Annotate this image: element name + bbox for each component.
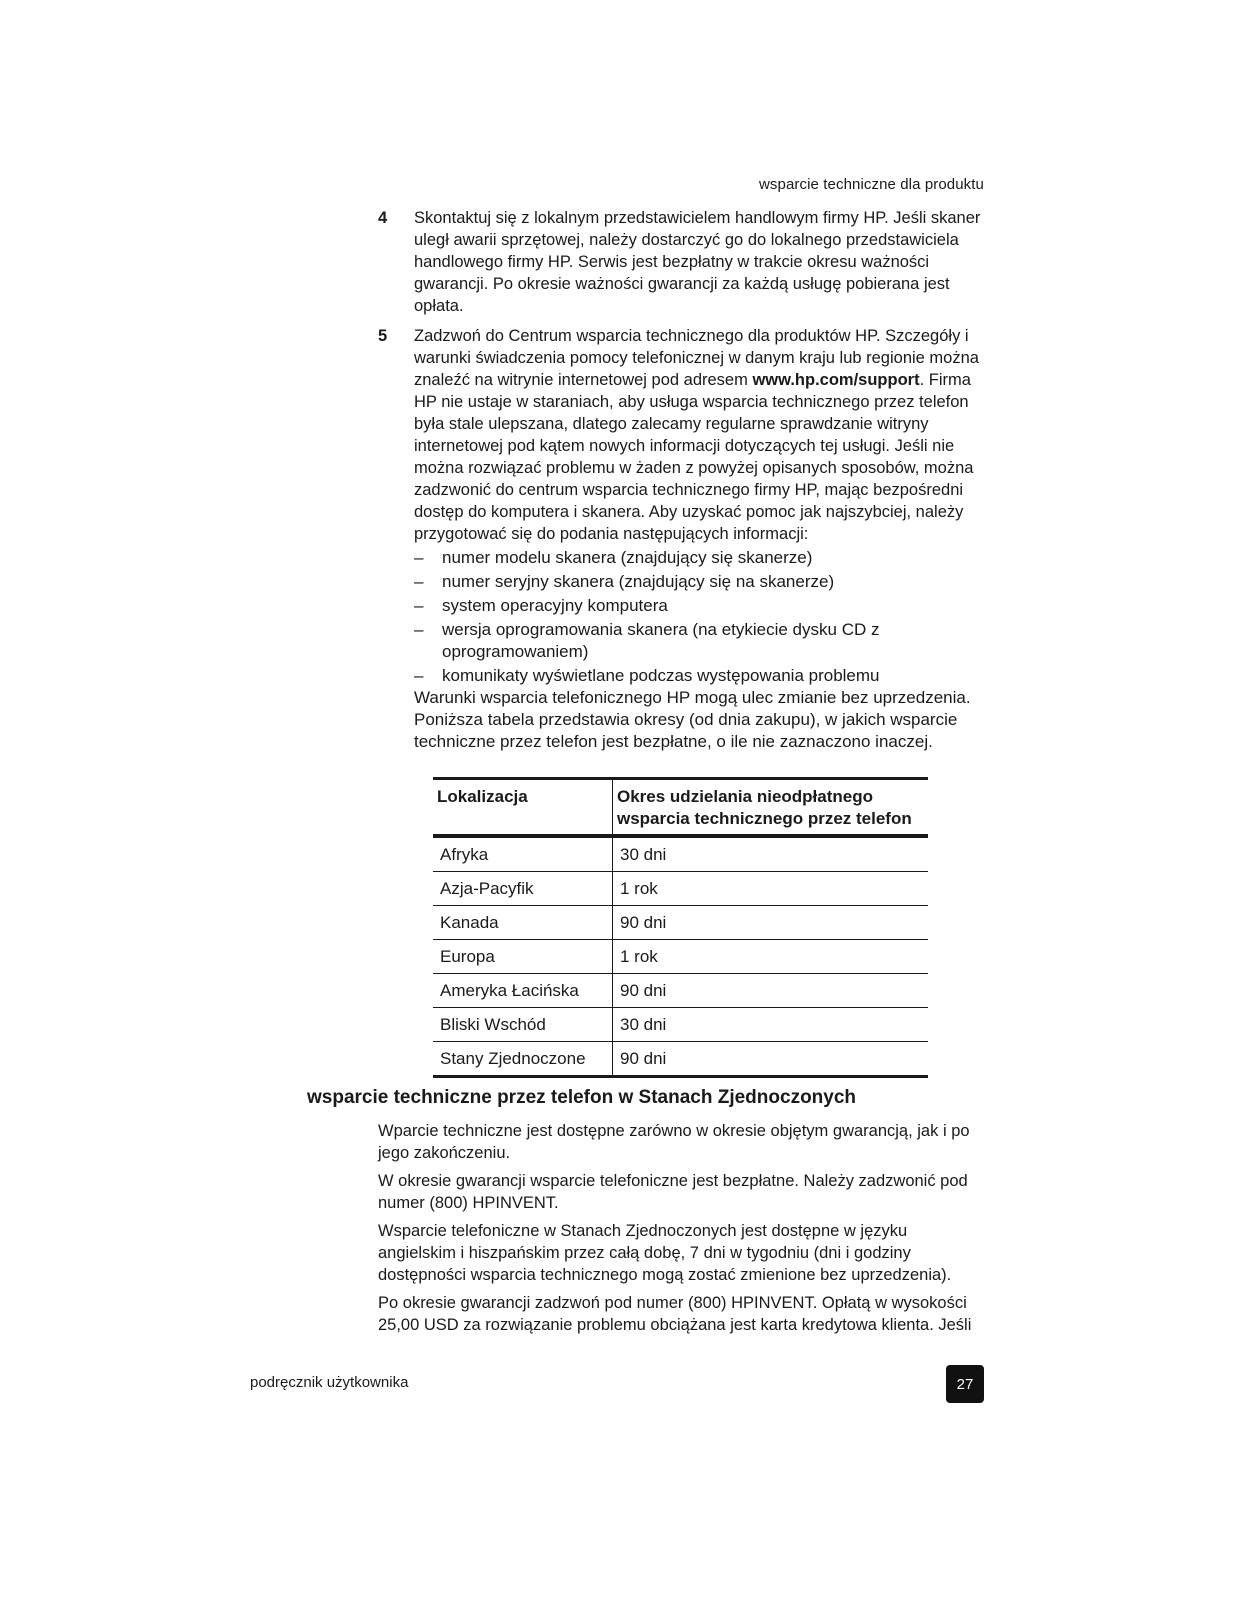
step-5 [378, 325, 984, 753]
period-cell: 1 rok [613, 940, 929, 974]
list-item [414, 547, 984, 569]
step-text [414, 325, 984, 545]
step-number: 4 [378, 209, 388, 227]
location-cell: Ameryka Łacińska [433, 974, 613, 1008]
period-cell: 1 rok [613, 872, 929, 906]
location-cell: Stany Zjednoczone [433, 1042, 613, 1077]
running-header: wsparcie techniczne dla produktu [759, 176, 984, 193]
step-4 [378, 207, 984, 317]
support-periods-table [433, 777, 928, 1078]
dash-marker: – [414, 596, 424, 615]
period-cell: 90 dni [613, 1042, 929, 1077]
column-header-period: Okres udzielania nieodpłatnego wsparcia technicznego przez telefon [613, 779, 929, 837]
section-body [378, 1120, 984, 1342]
dash-marker: – [414, 572, 424, 591]
info-list [414, 547, 984, 687]
step-text-part: . Firma HP nie ustaje w staraniach, aby usługa wsparcia technicznego przez telefon była stale ulepszana, dlatego zalecamy regularne sprawdzanie witryny internetowej pod kątem nowych informacji dotyczących tej usługi. Jeśli nie można rozwiązać problemu w żaden z powyżej opisanych sposobów, można zadzwonić do centrum wsparcia technicznego firmy HP, mając bezpośredni dostęp do komputera i skanera. Aby uzyskać pomoc jak najszybciej, należy przygotować się do podania następujących informacji: [414, 371, 974, 543]
list-item-text: numer seryjny skanera (znajdujący się na skanerze) [442, 572, 835, 591]
table-row [433, 940, 928, 974]
location-cell: Azja-Pacyfik [433, 872, 613, 906]
table-row [433, 836, 928, 872]
paragraph: Poniższa tabela przedstawia okresy (od dnia zakupu), w jakich wsparcie techniczne przez telefon jest bezpłatne, o ile nie zaznaczono inaczej. [414, 710, 958, 751]
period-cell: 90 dni [613, 906, 929, 940]
table-row [433, 1008, 928, 1042]
paragraph: Wsparcie telefoniczne w Stanach Zjednoczonych jest dostępne w języku angielskim i hiszpańskim przez całą dobę, 7 dni w tygodniu (dni i godziny dostępności wsparcia technicznego mogą zostać zmienione bez uprzedzenia). [378, 1222, 952, 1284]
column-header-location: Lokalizacja [433, 779, 613, 837]
paragraph: Wparcie techniczne jest dostępne zarówno w okresie objętym gwarancją, jak i po jego zakończeniu. [378, 1122, 970, 1162]
paragraph: W okresie gwarancji wsparcie telefoniczne jest bezpłatne. Należy zadzwonić pod numer (800) HPINVENT. [378, 1172, 968, 1212]
list-item-text: wersja oprogramowania skanera (na etykiecie dysku CD z oprogramowaniem) [442, 620, 880, 661]
step-text-part: Zadzwoń do Centrum wsparcia technicznego dla produktów HP. Szczegóły i warunki świadczenia pomocy telefonicznej w danym kraju lub regionie można znaleźć na witrynie internetowej pod adresem [414, 327, 979, 389]
step-text: Skontaktuj się z lokalnym przedstawicielem handlowym firmy HP. Jeśli skaner uległ awarii sprzętowej, należy dostarczyć go do lokalnego przedstawiciela handlowego firmy HP. Serwis jest bezpłatny w trakcie okresu ważności gwarancji. Po okresie ważności gwarancji za każdą usługę pobierana jest opłata. [414, 209, 981, 315]
location-cell: Bliski Wschód [433, 1008, 613, 1042]
dash-marker: – [414, 666, 424, 685]
table-row [433, 906, 928, 940]
paragraph: Po okresie gwarancji zadzwoń pod numer (800) HPINVENT. Opłatą w wysokości 25,00 USD za rozwiązanie problemu obciążana jest karta kredytowa klienta. Jeśli [378, 1294, 972, 1334]
list-item-text: numer modelu skanera (znajdujący się skanerze) [442, 548, 813, 567]
list-item [414, 619, 984, 663]
period-cell: 30 dni [613, 836, 929, 872]
step-number: 5 [378, 327, 388, 345]
period-cell: 90 dni [613, 974, 929, 1008]
list-item-text: komunikaty wyświetlane podczas występowania problemu [442, 666, 880, 685]
dash-marker: – [414, 620, 424, 639]
list-item [414, 595, 984, 617]
location-cell: Europa [433, 940, 613, 974]
list-item [414, 571, 984, 593]
section-heading: wsparcie techniczne przez telefon w Stanach Zjednoczonych [307, 1087, 857, 1108]
location-cell: Afryka [433, 836, 613, 872]
table-row [433, 974, 928, 1008]
page-number-badge: 27 [946, 1365, 984, 1403]
period-cell: 30 dni [613, 1008, 929, 1042]
dash-marker: – [414, 548, 424, 567]
support-url: www.hp.com/support [752, 371, 920, 389]
list-item-text: system operacyjny komputera [442, 596, 668, 615]
list-item [414, 665, 984, 687]
table-row [433, 872, 928, 906]
location-cell: Kanada [433, 906, 613, 940]
steps-list [378, 207, 984, 761]
table-row [433, 1042, 928, 1077]
footer-title: podręcznik użytkownika [250, 1374, 409, 1391]
table-header-row [433, 779, 928, 837]
paragraph: Warunki wsparcia telefonicznego HP mogą ulec zmianie bez uprzedzenia. [414, 688, 971, 707]
